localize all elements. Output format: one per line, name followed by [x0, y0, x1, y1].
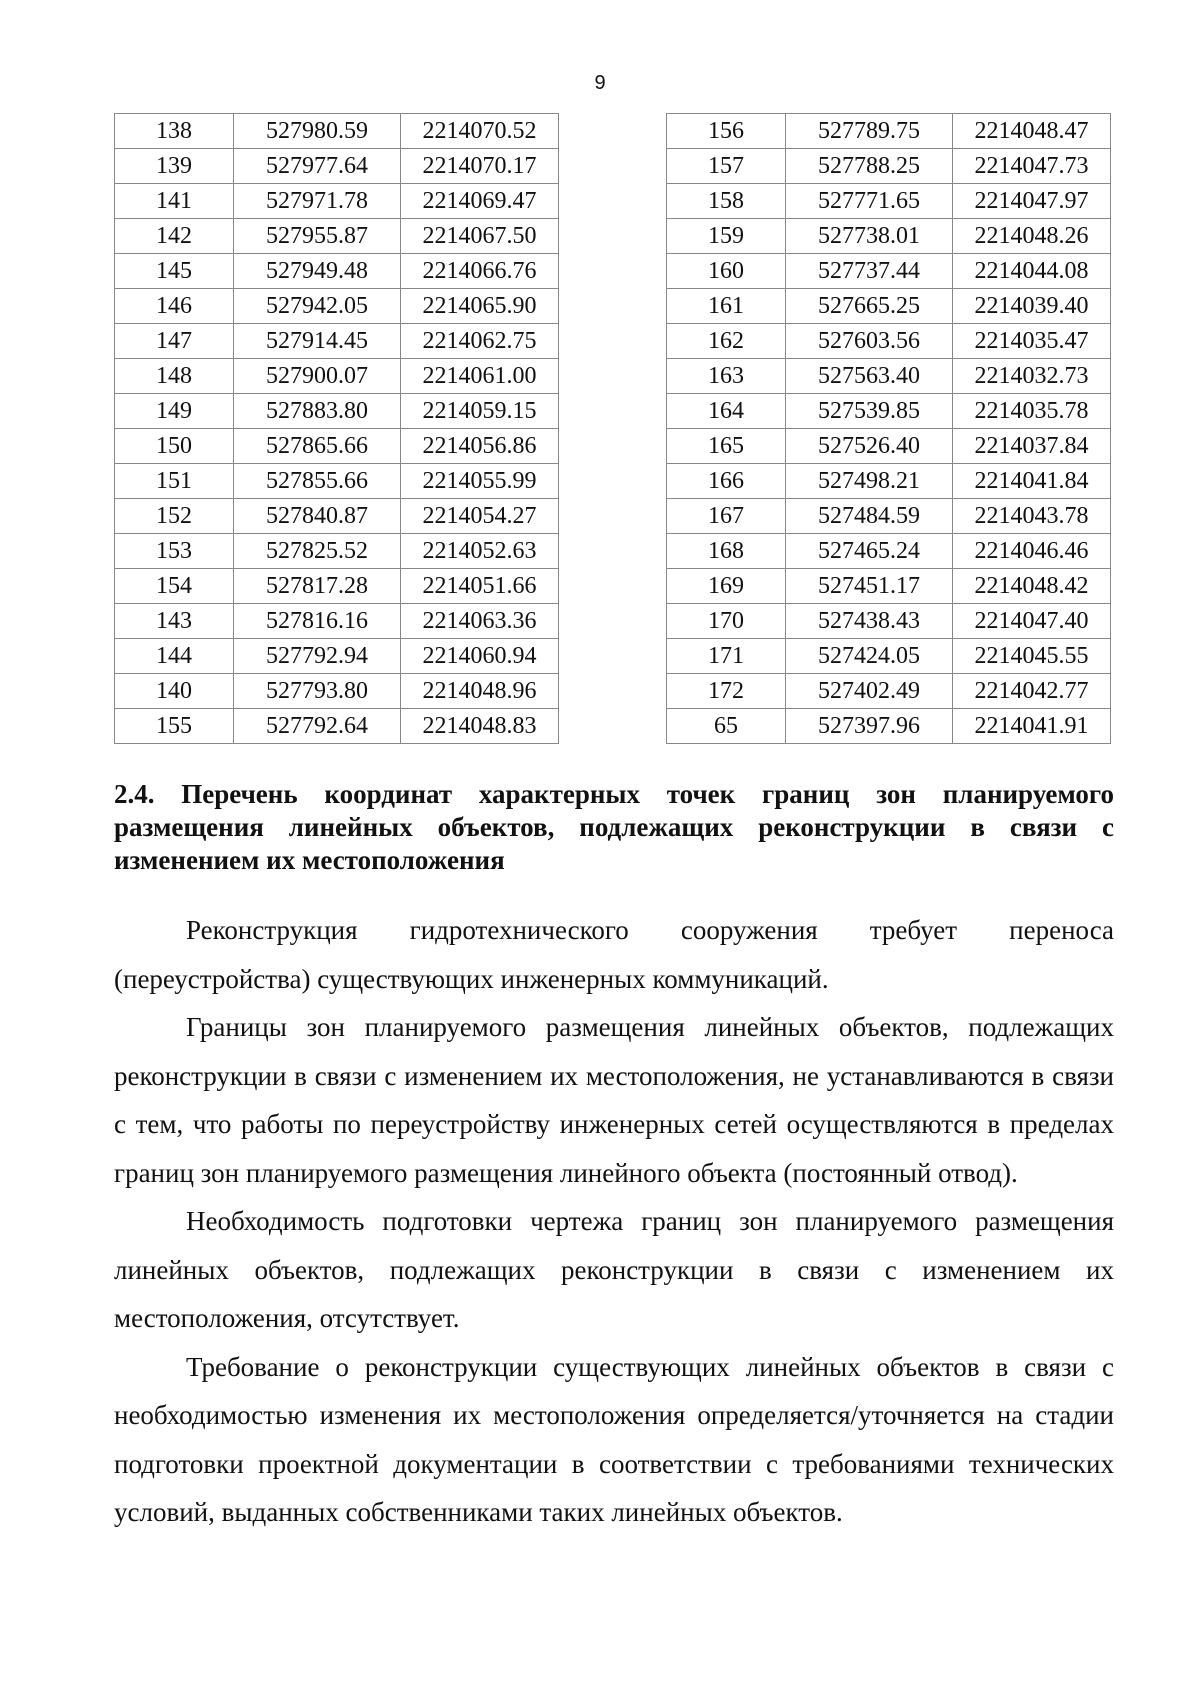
- y-coordinate-cell: 2214048.42: [953, 569, 1111, 604]
- table-row: [667, 429, 1111, 464]
- table-body: [667, 114, 1111, 744]
- table-row: [115, 569, 559, 604]
- x-coordinate-cell: 527737.44: [786, 254, 953, 289]
- y-coordinate-cell: 2214062.75: [401, 324, 559, 359]
- x-coordinate-cell: 527539.85: [786, 394, 953, 429]
- y-coordinate-cell: 2214070.52: [401, 114, 559, 149]
- y-coordinate-cell: 2214051.66: [401, 569, 559, 604]
- y-coordinate-cell: 2214047.73: [953, 149, 1111, 184]
- y-coordinate-cell: 2214054.27: [401, 499, 559, 534]
- y-coordinate-cell: 2214041.91: [953, 709, 1111, 744]
- point-number-cell: 144: [115, 639, 234, 674]
- x-coordinate-cell: 527792.94: [234, 639, 401, 674]
- table-row: [667, 114, 1111, 149]
- y-coordinate-cell: 2214048.83: [401, 709, 559, 744]
- point-number-cell: 163: [667, 359, 786, 394]
- point-number-cell: 140: [115, 674, 234, 709]
- x-coordinate-cell: 527498.21: [786, 464, 953, 499]
- x-coordinate-cell: 527526.40: [786, 429, 953, 464]
- x-coordinate-cell: 527771.65: [786, 184, 953, 219]
- y-coordinate-cell: 2214047.40: [953, 604, 1111, 639]
- y-coordinate-cell: 2214048.26: [953, 219, 1111, 254]
- table-row: [115, 499, 559, 534]
- x-coordinate-cell: 527855.66: [234, 464, 401, 499]
- table-row: [115, 639, 559, 674]
- y-coordinate-cell: 2214045.55: [953, 639, 1111, 674]
- x-coordinate-cell: 527789.75: [786, 114, 953, 149]
- table-row: [667, 499, 1111, 534]
- paragraph: Требование о реконструкции существующих линейных объектов в связи с необходимостью изменения их местоположения определяется/уточняется на стадии подготовки проектной документации в соответствии с требованиями технических условий, выданных собственниками таких линейных объектов.: [114, 1351, 1114, 1527]
- x-coordinate-cell: 527914.45: [234, 324, 401, 359]
- point-number-cell: 154: [115, 569, 234, 604]
- table-row: [115, 289, 559, 324]
- table-row: [667, 604, 1111, 639]
- x-coordinate-cell: 527883.80: [234, 394, 401, 429]
- x-coordinate-cell: 527977.64: [234, 149, 401, 184]
- point-number-cell: 146: [115, 289, 234, 324]
- coordinates-table-right: [666, 113, 1111, 744]
- table-row: [115, 184, 559, 219]
- y-coordinate-cell: 2214043.78: [953, 499, 1111, 534]
- table-row: [667, 289, 1111, 324]
- x-coordinate-cell: 527484.59: [786, 499, 953, 534]
- table-row: [667, 709, 1111, 744]
- y-coordinate-cell: 2214046.46: [953, 534, 1111, 569]
- table-row: [115, 429, 559, 464]
- y-coordinate-cell: 2214048.96: [401, 674, 559, 709]
- y-coordinate-cell: 2214065.90: [401, 289, 559, 324]
- table-row: [667, 534, 1111, 569]
- paragraph: Необходимость подготовки чертежа границ зон планируемого размещения линейных объектов, подлежащих реконструкции в связи с изменением их местоположения, отсутствует.: [114, 1206, 1114, 1333]
- point-number-cell: 165: [667, 429, 786, 464]
- x-coordinate-cell: 527949.48: [234, 254, 401, 289]
- point-number-cell: 139: [115, 149, 234, 184]
- paragraph: Реконструкция гидротехнического сооружения требует переноса (переустройства) существующих инженерных коммуникаций.: [114, 915, 1114, 994]
- table-row: [667, 394, 1111, 429]
- point-number-cell: 145: [115, 254, 234, 289]
- paragraph: Границы зон планируемого размещения линейных объектов, подлежащих реконструкции в связи с изменением их местоположения, не устанавливаются в связи с тем, что работы по переустройству инженерных сетей осуществляются в пределах границ зон планируемого размещения линейного объекта (постоянный отвод).: [114, 1012, 1114, 1188]
- point-number-cell: 155: [115, 709, 234, 744]
- point-number-cell: 162: [667, 324, 786, 359]
- point-number-cell: 151: [115, 464, 234, 499]
- point-number-cell: 142: [115, 219, 234, 254]
- table-row: [115, 394, 559, 429]
- x-coordinate-cell: 527955.87: [234, 219, 401, 254]
- table-row: [115, 219, 559, 254]
- table-row: [115, 709, 559, 744]
- x-coordinate-cell: 527451.17: [786, 569, 953, 604]
- y-coordinate-cell: 2214066.76: [401, 254, 559, 289]
- table-row: [667, 639, 1111, 674]
- y-coordinate-cell: 2214070.17: [401, 149, 559, 184]
- y-coordinate-cell: 2214037.84: [953, 429, 1111, 464]
- table-row: [667, 569, 1111, 604]
- point-number-cell: 170: [667, 604, 786, 639]
- point-number-cell: 158: [667, 184, 786, 219]
- point-number-cell: 171: [667, 639, 786, 674]
- point-number-cell: 153: [115, 534, 234, 569]
- x-coordinate-cell: 527865.66: [234, 429, 401, 464]
- x-coordinate-cell: 527465.24: [786, 534, 953, 569]
- table-row: [115, 464, 559, 499]
- y-coordinate-cell: 2214042.77: [953, 674, 1111, 709]
- table-row: [667, 674, 1111, 709]
- y-coordinate-cell: 2214041.84: [953, 464, 1111, 499]
- x-coordinate-cell: 527397.96: [786, 709, 953, 744]
- table-row: [667, 149, 1111, 184]
- y-coordinate-cell: 2214048.47: [953, 114, 1111, 149]
- y-coordinate-cell: 2214039.40: [953, 289, 1111, 324]
- y-coordinate-cell: 2214063.36: [401, 604, 559, 639]
- x-coordinate-cell: 527817.28: [234, 569, 401, 604]
- table-row: [115, 359, 559, 394]
- x-coordinate-cell: 527788.25: [786, 149, 953, 184]
- table-row: [115, 324, 559, 359]
- table-body: [115, 114, 559, 744]
- x-coordinate-cell: 527980.59: [234, 114, 401, 149]
- point-number-cell: 167: [667, 499, 786, 534]
- x-coordinate-cell: 527738.01: [786, 219, 953, 254]
- point-number-cell: 138: [115, 114, 234, 149]
- x-coordinate-cell: 527665.25: [786, 289, 953, 324]
- y-coordinate-cell: 2214055.99: [401, 464, 559, 499]
- point-number-cell: 147: [115, 324, 234, 359]
- point-number-cell: 150: [115, 429, 234, 464]
- page-number: 9: [594, 72, 606, 94]
- table-row: [667, 254, 1111, 289]
- point-number-cell: 141: [115, 184, 234, 219]
- point-number-cell: 164: [667, 394, 786, 429]
- x-coordinate-cell: 527563.40: [786, 359, 953, 394]
- y-coordinate-cell: 2214060.94: [401, 639, 559, 674]
- y-coordinate-cell: 2214032.73: [953, 359, 1111, 394]
- table-row: [667, 359, 1111, 394]
- x-coordinate-cell: 527424.05: [786, 639, 953, 674]
- point-number-cell: 152: [115, 499, 234, 534]
- y-coordinate-cell: 2214052.63: [401, 534, 559, 569]
- point-number-cell: 149: [115, 394, 234, 429]
- y-coordinate-cell: 2214047.97: [953, 184, 1111, 219]
- x-coordinate-cell: 527402.49: [786, 674, 953, 709]
- x-coordinate-cell: 527792.64: [234, 709, 401, 744]
- point-number-cell: 143: [115, 604, 234, 639]
- x-coordinate-cell: 527840.87: [234, 499, 401, 534]
- table-row: [667, 464, 1111, 499]
- table-row: [115, 534, 559, 569]
- table-row: [115, 674, 559, 709]
- x-coordinate-cell: 527900.07: [234, 359, 401, 394]
- table-row: [115, 254, 559, 289]
- x-coordinate-cell: 527825.52: [234, 534, 401, 569]
- y-coordinate-cell: 2214035.78: [953, 394, 1111, 429]
- point-number-cell: 169: [667, 569, 786, 604]
- table-row: [115, 604, 559, 639]
- table-row: [667, 184, 1111, 219]
- table-row: [115, 149, 559, 184]
- table-row: [667, 324, 1111, 359]
- x-coordinate-cell: 527971.78: [234, 184, 401, 219]
- y-coordinate-cell: 2214059.15: [401, 394, 559, 429]
- table-row: [115, 114, 559, 149]
- y-coordinate-cell: 2214056.86: [401, 429, 559, 464]
- point-number-cell: 148: [115, 359, 234, 394]
- section-heading: 2.4. Перечень координат характерных точек границ зон планируемого размещения линейных объектов, подлежащих реконструкции в связи с изменением их местоположения: [114, 779, 1114, 875]
- table-row: [667, 219, 1111, 254]
- y-coordinate-cell: 2214061.00: [401, 359, 559, 394]
- point-number-cell: 166: [667, 464, 786, 499]
- x-coordinate-cell: 527793.80: [234, 674, 401, 709]
- x-coordinate-cell: 527438.43: [786, 604, 953, 639]
- point-number-cell: 65: [667, 709, 786, 744]
- x-coordinate-cell: 527603.56: [786, 324, 953, 359]
- x-coordinate-cell: 527816.16: [234, 604, 401, 639]
- y-coordinate-cell: 2214069.47: [401, 184, 559, 219]
- section-body: [114, 906, 1114, 1537]
- y-coordinate-cell: 2214035.47: [953, 324, 1111, 359]
- point-number-cell: 156: [667, 114, 786, 149]
- y-coordinate-cell: 2214067.50: [401, 219, 559, 254]
- point-number-cell: 172: [667, 674, 786, 709]
- point-number-cell: 160: [667, 254, 786, 289]
- point-number-cell: 161: [667, 289, 786, 324]
- point-number-cell: 157: [667, 149, 786, 184]
- y-coordinate-cell: 2214044.08: [953, 254, 1111, 289]
- point-number-cell: 168: [667, 534, 786, 569]
- point-number-cell: 159: [667, 219, 786, 254]
- coordinates-table-left: [114, 113, 559, 744]
- x-coordinate-cell: 527942.05: [234, 289, 401, 324]
